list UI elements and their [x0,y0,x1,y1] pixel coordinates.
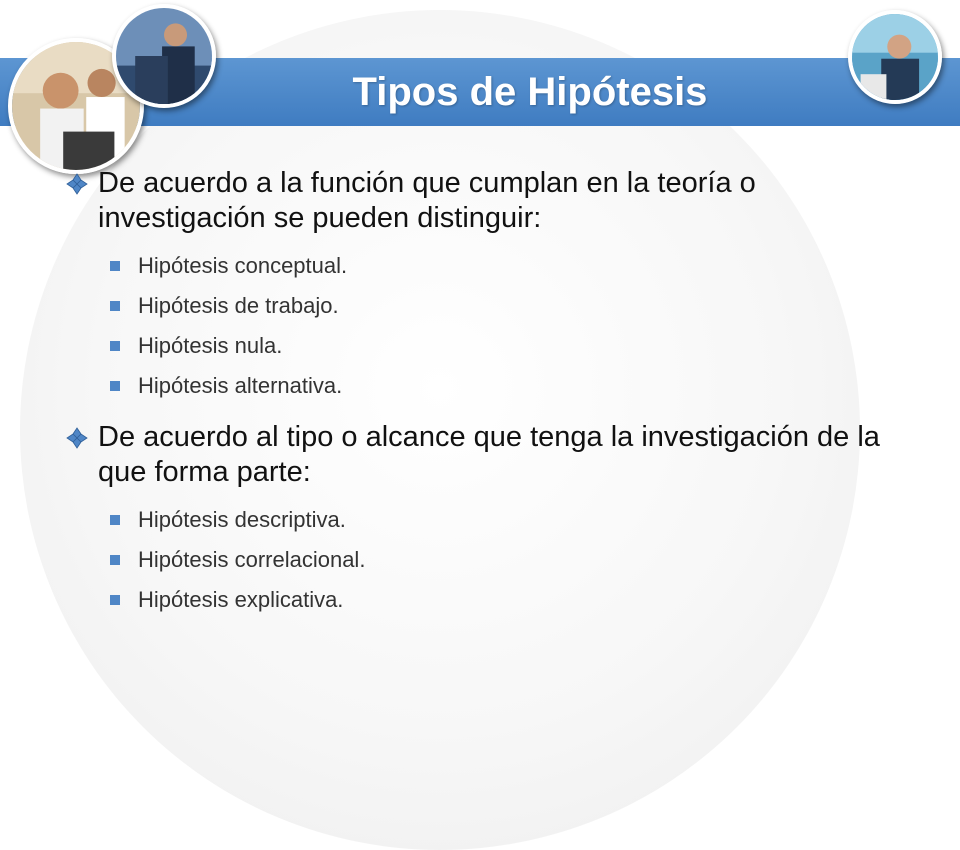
square-bullet-icon [110,381,120,391]
sub-list-scope [60,500,920,620]
list-item: Hipótesis conceptual. [60,246,920,286]
square-bullet-icon [110,595,120,605]
list-item: Hipótesis descriptiva. [60,500,920,540]
list-item: Hipótesis de trabajo. [60,286,920,326]
diamond-bullet-icon [66,427,88,449]
square-bullet-icon [110,515,120,525]
bullet-section-scope [60,420,920,490]
list-item: Hipótesis explicativa. [60,580,920,620]
section-heading: De acuerdo a la función que cumplan en la teoría o investigación se pueden distinguir: [98,167,756,234]
diamond-bullet-icon [66,173,88,195]
square-bullet-icon [110,301,120,311]
square-bullet-icon [110,261,120,271]
section-heading: De acuerdo al tipo o alcance que tenga la investigación de la que forma parte: [98,421,880,488]
bullet-section-function [60,166,920,236]
square-bullet-icon [110,341,120,351]
slide-title: Tipos de Hipótesis [352,69,708,114]
square-bullet-icon [110,555,120,565]
list-item: Hipótesis nula. [60,326,920,366]
sub-list-function [60,246,920,406]
businessman-photo [848,10,942,104]
handshake-photo [112,4,216,108]
list-item: Hipótesis correlacional. [60,540,920,580]
list-item: Hipótesis alternativa. [60,366,920,406]
slide-content [60,160,920,624]
